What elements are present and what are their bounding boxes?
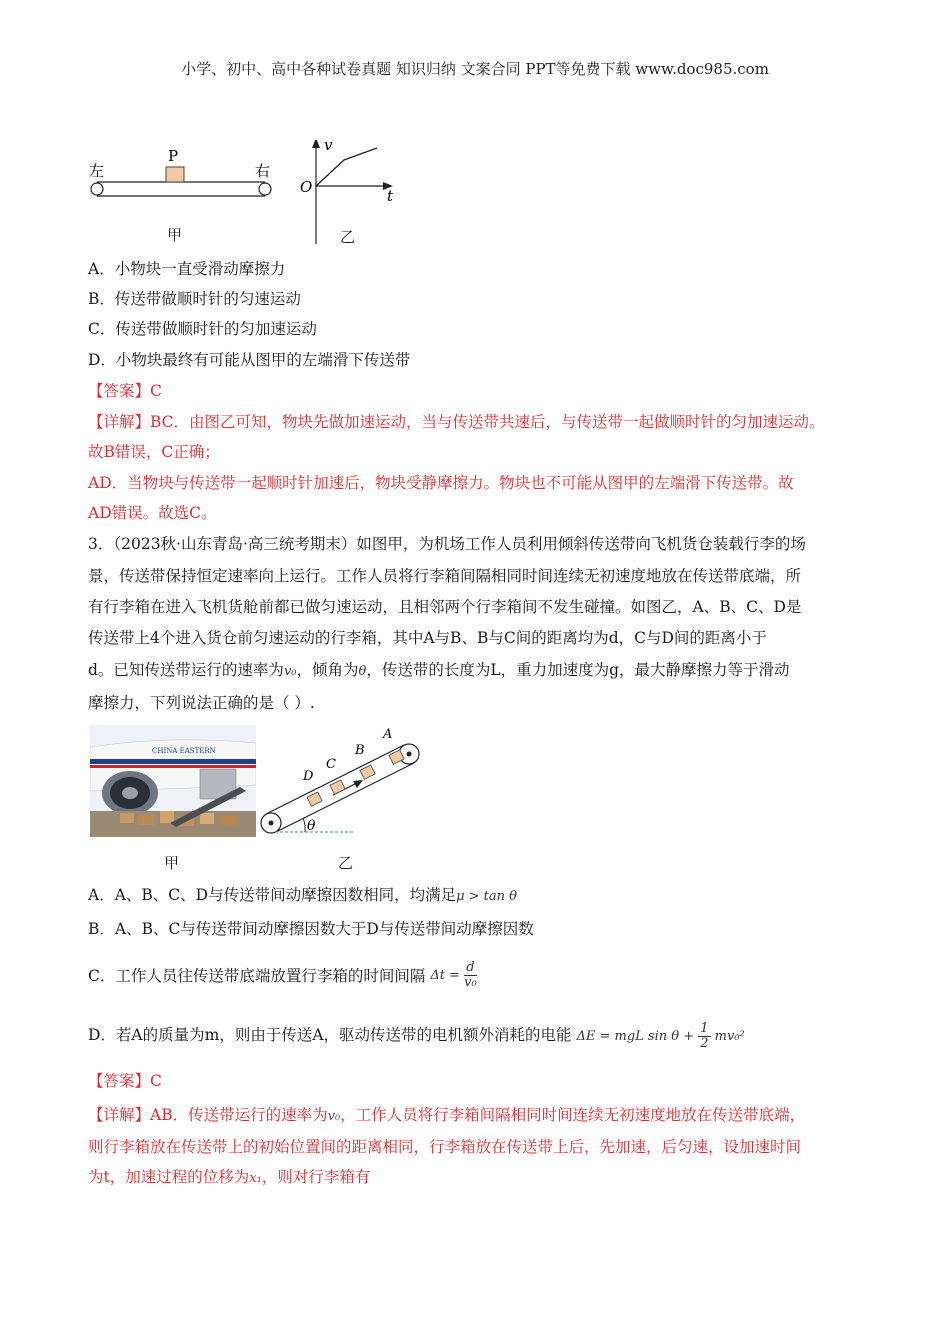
left-roller — [91, 183, 103, 195]
q3-caption-jia: 甲 — [164, 854, 180, 872]
label-theta: θ — [307, 818, 316, 834]
q3-option-d-math — [576, 1022, 744, 1051]
q3-option-a — [88, 884, 517, 908]
v0-symbol: v₀ — [283, 664, 297, 679]
q3-option-a-math: μ > tan θ — [456, 889, 517, 904]
q3-option-c — [88, 960, 477, 992]
theta-symbol: θ — [358, 664, 367, 679]
de-tail: mv₀² — [714, 1029, 745, 1044]
dt-fraction — [464, 961, 477, 990]
q3-explain-v0: v₀ — [327, 1109, 341, 1124]
q3-stem-3: 有行李箱在进入飞机货舱前都已做匀速运动，且相邻两个行李箱间不发生碰撞。如图乙，A、B、C、D是 — [88, 598, 802, 616]
belt-lower — [276, 763, 414, 832]
q2-option-a: A．小物块一直受滑动摩擦力 — [88, 260, 286, 278]
q2-option-c: C．传送带做顺时针的匀加速运动 — [88, 320, 317, 338]
q3-explain-3 — [88, 1166, 370, 1190]
q3-option-c-text: C．工作人员往传送带底端放置行李箱的时间间隔 — [88, 967, 426, 985]
q3-stem-6: 摩擦力，下列说法正确的是（ ）. — [88, 694, 315, 712]
right-roller — [259, 183, 271, 195]
q3-explain-1-b: ，工作人员将行李箱间隔相同时间连续无初速度地放在传送带底端， — [340, 1106, 806, 1124]
label-a: A — [383, 727, 393, 742]
q3-option-a-text: A．A、B、C、D与传送带间动摩擦因数相同，均满足 — [88, 886, 457, 904]
case-b — [360, 765, 375, 779]
de-fraction — [698, 1022, 710, 1051]
label-right: 右 — [255, 162, 271, 180]
label-b: B — [355, 743, 365, 758]
q2-answer: 【答案】C — [88, 382, 162, 400]
q3-stem-4: 传送带上4个进入货仓前匀速运动的行李箱，其中A与B、B与C间的距离均为d，C与D间的距离小于 — [88, 629, 767, 647]
q3-stem-5 — [88, 659, 790, 683]
de-numerator: 1 — [700, 1021, 709, 1036]
figure-conveyor-vt — [85, 140, 415, 250]
dt-numerator: d — [464, 961, 477, 976]
caption-jia: 甲 — [167, 226, 183, 244]
figure-inclined-conveyor — [255, 720, 435, 840]
q3-caption-yi: 乙 — [338, 854, 354, 872]
airport-photo — [90, 725, 256, 837]
q3-answer: 【答案】C — [88, 1072, 162, 1090]
q3-stem-5-c: ，传送带的长度为L，重力加速度为g，最大静摩擦力等于滑动 — [366, 661, 790, 679]
belt-upper — [266, 745, 404, 814]
q3-explain-1-a: 【详解】AB．传送带运行的速率为 — [88, 1106, 328, 1124]
q2-option-b: B．传送带做顺时针的匀速运动 — [88, 290, 301, 308]
q3-explain-2: 则行李箱放在传送带上的初始位置间的距离相同，行李箱放在传送带上后，先加速，后匀速，设加速时间 — [88, 1138, 802, 1156]
dt-lhs: Δt = — [430, 968, 460, 983]
airline-text: CHINA EASTERN — [152, 747, 216, 755]
q3-option-d — [88, 1022, 745, 1051]
case-d — [307, 792, 322, 806]
q2-explain-3: AD．当物块与传送带一起顺时针加速后，物块受静摩擦力。物块也不可能从图甲的左端滑下传送带。故 — [88, 474, 794, 492]
label-d: D — [303, 769, 314, 784]
q3-option-c-math — [430, 961, 476, 990]
q3-explain-3-a: 为t，加速过程的位移为 — [88, 1168, 250, 1186]
q3-option-d-text: D．若A的质量为m，则由于传送A，驱动传送带的电机额外消耗的电能 — [88, 1026, 572, 1044]
q2-explain-2: 故B错误，C正确； — [88, 443, 220, 461]
label-t: t — [387, 187, 394, 205]
label-left: 左 — [89, 162, 105, 180]
q3-stem-2: 景，传送带保持恒定速率向上运行。工作人员将行李箱间隔相同时间连续无初速度地放在传送带底端，所 — [88, 567, 802, 585]
dt-denominator: v₀ — [464, 975, 477, 990]
q3-explain-1 — [88, 1104, 805, 1128]
label-c: C — [326, 757, 336, 772]
de-lhs: ΔE = mgL sin θ + — [576, 1029, 695, 1044]
q3-stem-1: 3．（2023秋·山东青岛·高三统考期末）如图甲，为机场工作人员利用倾斜传送带向飞机货仓装载行李的场 — [88, 535, 806, 553]
q2-explain-1: 【详解】BC．由图乙可知，物块先做加速运动，当与传送带共速后，与传送带一起做顺时针的匀加速运动。 — [88, 413, 825, 431]
label-origin: O — [300, 178, 313, 196]
q3-stem-5-b: ，倾角为 — [296, 661, 359, 679]
case-c — [330, 780, 345, 794]
caption-yi: 乙 — [340, 228, 356, 246]
q3-option-b: B．A、B、C与传送带间动摩擦因数大于D与传送带间动摩擦因数 — [88, 920, 534, 938]
page-header: 小学、初中、高中各种试卷真题 知识归纳 文案合同 PPT等免费下载 www.doc985.com — [181, 60, 769, 78]
q3-explain-x1: x₁ — [249, 1171, 262, 1186]
q3-stem-5-a: d。已知传送带运行的速率为 — [88, 661, 284, 679]
v-axis-arrow — [312, 140, 320, 148]
q2-option-d: D．小物块最终有可能从图甲的左端滑下传送带 — [88, 351, 411, 369]
q2-explain-4: AD错误。故选C。 — [88, 504, 217, 522]
block-p — [166, 167, 184, 182]
airport-photo-drawing — [90, 725, 256, 837]
label-p: P — [168, 147, 179, 165]
de-denominator: 2 — [700, 1036, 709, 1051]
q3-explain-3-b: ，则对行李箱有 — [261, 1168, 371, 1186]
label-v: v — [324, 140, 333, 154]
